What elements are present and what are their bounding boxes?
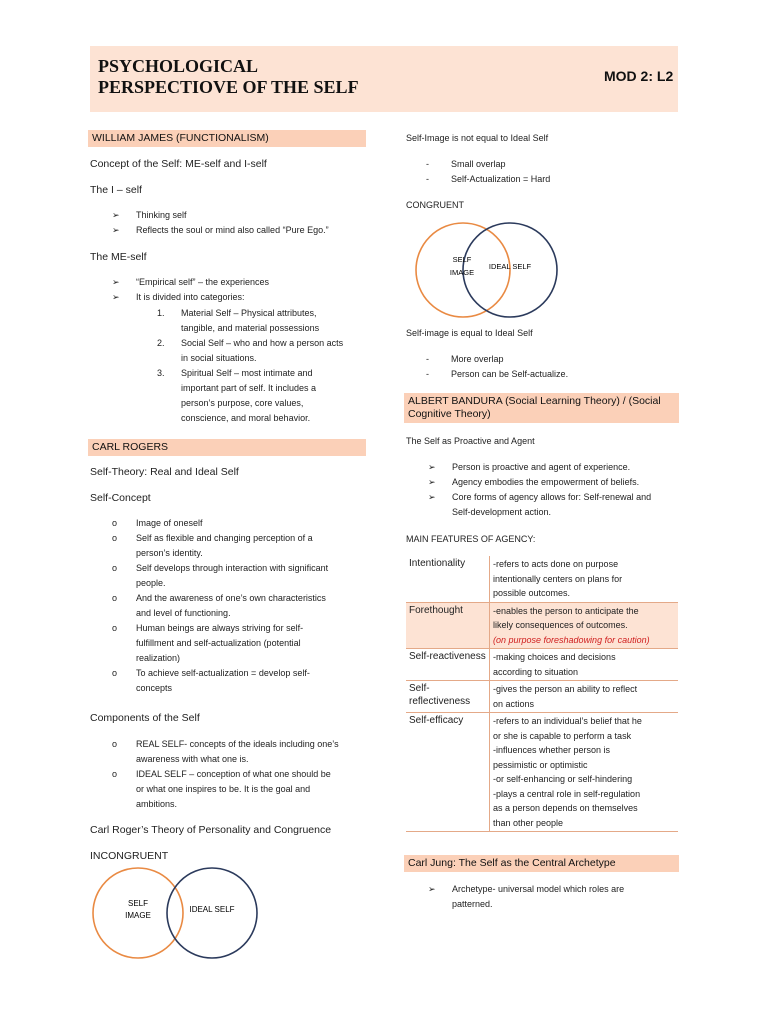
list-item-text: Self as flexible and changing perception of a: [136, 533, 313, 543]
list-item: [112, 275, 372, 290]
agency-row: [406, 602, 678, 649]
agency-description-line: as a person depends on themselves: [493, 803, 638, 813]
numbered-item-text: important part of self. It includes a: [181, 383, 317, 393]
circle-bullet-icon: o: [112, 563, 118, 573]
agency-description-line: -refers to an individual’s belief that he: [493, 716, 642, 726]
agency-row: [406, 713, 678, 832]
concept-heading: Concept of the Self: ME-self and I-self: [90, 158, 267, 170]
agency-feature: Forethought: [406, 602, 490, 649]
iself-list: [112, 208, 372, 238]
categories-list: [157, 306, 377, 426]
item-number: 3.: [157, 368, 165, 378]
list-item-text: Person can be Self-actualize.: [451, 369, 569, 379]
agency-description: [490, 681, 679, 713]
list-item: [426, 367, 686, 382]
list-item-text: To achieve self-actualization = develop self-: [136, 668, 310, 678]
list-item-text: And the awareness of one’s own characteristics: [136, 593, 326, 603]
circle-bullet-icon: o: [112, 593, 118, 603]
agency-description-line: -plays a central role in self-regulation: [493, 788, 641, 799]
not-equal-list: [426, 157, 686, 187]
incongruent-venn-diagram: [84, 864, 274, 974]
agency-description-line: likely consequences of outcomes.: [493, 620, 628, 630]
list-item-text: Self-development action.: [452, 507, 552, 517]
agency-description-line: -influences whether person is: [493, 745, 611, 755]
jung-heading: Carl Jung: The Self as the Central Archetype: [404, 855, 679, 872]
arrow-bullet-icon: ➢: [112, 210, 120, 220]
agency-feature: Self-efficacy: [406, 713, 490, 832]
arrow-bullet-icon: ➢: [112, 225, 120, 235]
numbered-item-text: in social situations.: [181, 353, 257, 363]
list-item-text: REAL SELF- concepts of the ideals including one’s: [136, 739, 339, 749]
list-item: [112, 561, 377, 591]
list-item: [428, 475, 688, 490]
list-item-text: realization): [136, 653, 181, 663]
numbered-item-text: person’s purpose, core values,: [181, 398, 304, 408]
list-item-text: Person is proactive and agent of experience.: [452, 462, 631, 472]
list-item: [428, 490, 688, 520]
circle-bullet-icon: o: [112, 739, 118, 749]
list-item-text: Thinking self: [136, 210, 187, 220]
agency-description-line: intentionally centers on plans for: [493, 573, 623, 584]
agency-row: [406, 681, 678, 713]
list-item-text: and level of functioning.: [136, 608, 231, 618]
list-item: [112, 290, 372, 305]
item-number: 1.: [157, 308, 165, 318]
agency-note: (on purpose foreshadowing for caution): [493, 634, 650, 645]
agency-description-line: -enables the person to anticipate the: [493, 605, 639, 616]
list-item-text: ambitions.: [136, 799, 178, 809]
congruence-heading: Carl Roger’s Theory of Personality and Congruence: [90, 824, 332, 836]
list-item-text: patterned.: [452, 899, 493, 909]
module-label: MOD 2: L2: [604, 68, 674, 84]
list-item: [112, 666, 377, 696]
agency-description-line: than other people: [493, 817, 564, 828]
list-item-text: Self develops through interaction with significant: [136, 563, 329, 573]
dash-bullet-icon: -: [426, 354, 429, 364]
bandura-heading: [404, 393, 679, 423]
list-item: [426, 172, 686, 187]
circle-bullet-icon: o: [112, 533, 118, 543]
proactive-list: [428, 460, 688, 520]
agency-description-line: pessimistic or optimistic: [493, 759, 588, 770]
components-heading: Components of the Self: [90, 712, 200, 724]
list-item-text: Self-Actualization = Hard: [451, 174, 551, 184]
numbered-item: [157, 336, 377, 366]
equal-statement: Self-image is equal to Ideal Self: [406, 328, 533, 338]
meself-heading: The ME-self: [90, 251, 147, 263]
jung-list: [428, 882, 688, 912]
bandura-heading-line-1: ALBERT BANDURA (Social Learning Theory) / (Social: [408, 395, 661, 407]
list-item-text: “Empirical self” – the experiences: [136, 277, 270, 287]
list-item-text: IDEAL SELF – conception of what one should be: [136, 769, 331, 779]
self-image-label-line-2: IMAGE: [449, 268, 475, 277]
list-item-text: concepts: [136, 683, 173, 693]
agency-description-line: -gives the person an ability to reflect: [493, 684, 638, 694]
numbered-item: [157, 366, 377, 426]
list-item-text: Small overlap: [451, 159, 506, 169]
agency-description-line: according to situation: [493, 666, 579, 677]
incongruent-heading: INCONGRUENT: [90, 850, 169, 862]
arrow-bullet-icon: ➢: [428, 477, 436, 487]
agency-feature: Self-reactiveness: [406, 649, 490, 681]
list-item-text: person’s identity.: [136, 548, 203, 558]
agency-description: [490, 556, 679, 602]
list-item-text: awareness with what one is.: [136, 754, 249, 764]
equal-list: [426, 352, 686, 382]
agency-description: [490, 602, 679, 649]
list-item-text: More overlap: [451, 354, 504, 364]
agency-description-line: -refers to acts done on purpose: [493, 559, 619, 569]
self-image-label-line-1: SELF: [452, 255, 472, 264]
list-item: [426, 352, 686, 367]
self-image-label-line-2: IMAGE: [125, 911, 151, 920]
components-list: [112, 737, 377, 812]
list-item: [112, 531, 377, 561]
agency-description-line: -or self-enhancing or self-hindering: [493, 774, 633, 784]
bandura-heading-line-2: Cognitive Theory): [408, 408, 491, 420]
selfconcept-heading: Self-Concept: [90, 492, 151, 504]
rogers-heading: CARL ROGERS: [88, 439, 366, 456]
iself-heading: The I – self: [90, 184, 142, 196]
list-item: [112, 767, 377, 812]
numbered-item-text: Material Self – Physical attributes,: [181, 308, 317, 318]
proactive-heading: The Self as Proactive and Agent: [406, 436, 535, 446]
agency-description-line: or she is capable to perform a task: [493, 730, 632, 741]
congruent-heading: CONGRUENT: [406, 200, 464, 210]
list-item: [428, 882, 688, 912]
list-item-text: or what one inspires to be. It is the goal and: [136, 784, 311, 794]
agency-table: [406, 556, 678, 832]
list-item-text: It is divided into categories:: [136, 292, 245, 302]
list-item: [112, 223, 372, 238]
selfconcept-list: [112, 516, 377, 696]
page-title: [98, 56, 359, 98]
arrow-bullet-icon: ➢: [428, 492, 436, 502]
self-image-label-line-1: SELF: [127, 899, 149, 908]
numbered-item-text: Social Self – who and how a person acts: [181, 338, 344, 348]
circle-bullet-icon: o: [112, 518, 118, 528]
agency-description: [490, 713, 679, 832]
numbered-item-text: Spiritual Self – most intimate and: [181, 368, 313, 378]
ideal-self-label: IDEAL SELF: [488, 262, 532, 271]
list-item-text: Archetype- universal model which roles are: [452, 884, 625, 894]
list-item: [428, 460, 688, 475]
list-item-text: Reflects the soul or mind also called “Pure Ego.”: [136, 225, 329, 235]
list-item-text: Core forms of agency allows for: Self-renewal and: [452, 492, 652, 502]
agency-description-line: on actions: [493, 698, 535, 709]
arrow-bullet-icon: ➢: [112, 292, 120, 302]
agency-heading: MAIN FEATURES OF AGENCY:: [406, 534, 536, 544]
numbered-item-text: tangible, and material possessions: [181, 323, 320, 333]
list-item: [112, 621, 377, 666]
agency-feature: Self-reflectiveness: [406, 681, 490, 713]
list-item: [112, 516, 377, 531]
agency-feature: Intentionality: [406, 556, 490, 602]
james-heading: WILLIAM JAMES (FUNCTIONALISM): [88, 130, 366, 147]
ideal-self-label: IDEAL SELF: [189, 905, 235, 914]
list-item-text: Agency embodies the empowerment of beliefs.: [452, 477, 640, 487]
circle-bullet-icon: o: [112, 668, 118, 678]
numbered-item-text: conscience, and moral behavior.: [181, 413, 311, 423]
agency-description: [490, 649, 679, 681]
congruent-venn-diagram: [410, 216, 570, 326]
list-item-text: Human beings are always striving for self-: [136, 623, 304, 633]
dash-bullet-icon: -: [426, 369, 429, 379]
selftheory-heading: Self-Theory: Real and Ideal Self: [90, 466, 239, 478]
dash-bullet-icon: -: [426, 174, 429, 184]
circle-bullet-icon: o: [112, 623, 118, 633]
dash-bullet-icon: -: [426, 159, 429, 169]
circle-bullet-icon: o: [112, 769, 118, 779]
numbered-item: [157, 306, 377, 336]
arrow-bullet-icon: ➢: [428, 884, 436, 894]
arrow-bullet-icon: ➢: [428, 462, 436, 472]
arrow-bullet-icon: ➢: [112, 277, 120, 287]
meself-list: [112, 275, 372, 305]
title-line-1: PSYCHOLOGICAL: [98, 56, 259, 76]
agency-description-line: possible outcomes.: [493, 588, 571, 598]
list-item: [112, 208, 372, 223]
agency-description-line: -making choices and decisions: [493, 652, 616, 662]
list-item-text: fulfillment and self-actualization (potential: [136, 638, 301, 648]
title-line-2: PERSPECTIOVE OF THE SELF: [98, 77, 359, 97]
list-item-text: Image of oneself: [136, 518, 203, 528]
list-item: [112, 591, 377, 621]
agency-row: [406, 649, 678, 681]
not-equal-statement: Self-Image is not equal to Ideal Self: [406, 133, 549, 143]
list-item-text: people.: [136, 578, 166, 588]
agency-row: [406, 556, 678, 602]
list-item: [112, 737, 377, 767]
list-item: [426, 157, 686, 172]
item-number: 2.: [157, 338, 165, 348]
